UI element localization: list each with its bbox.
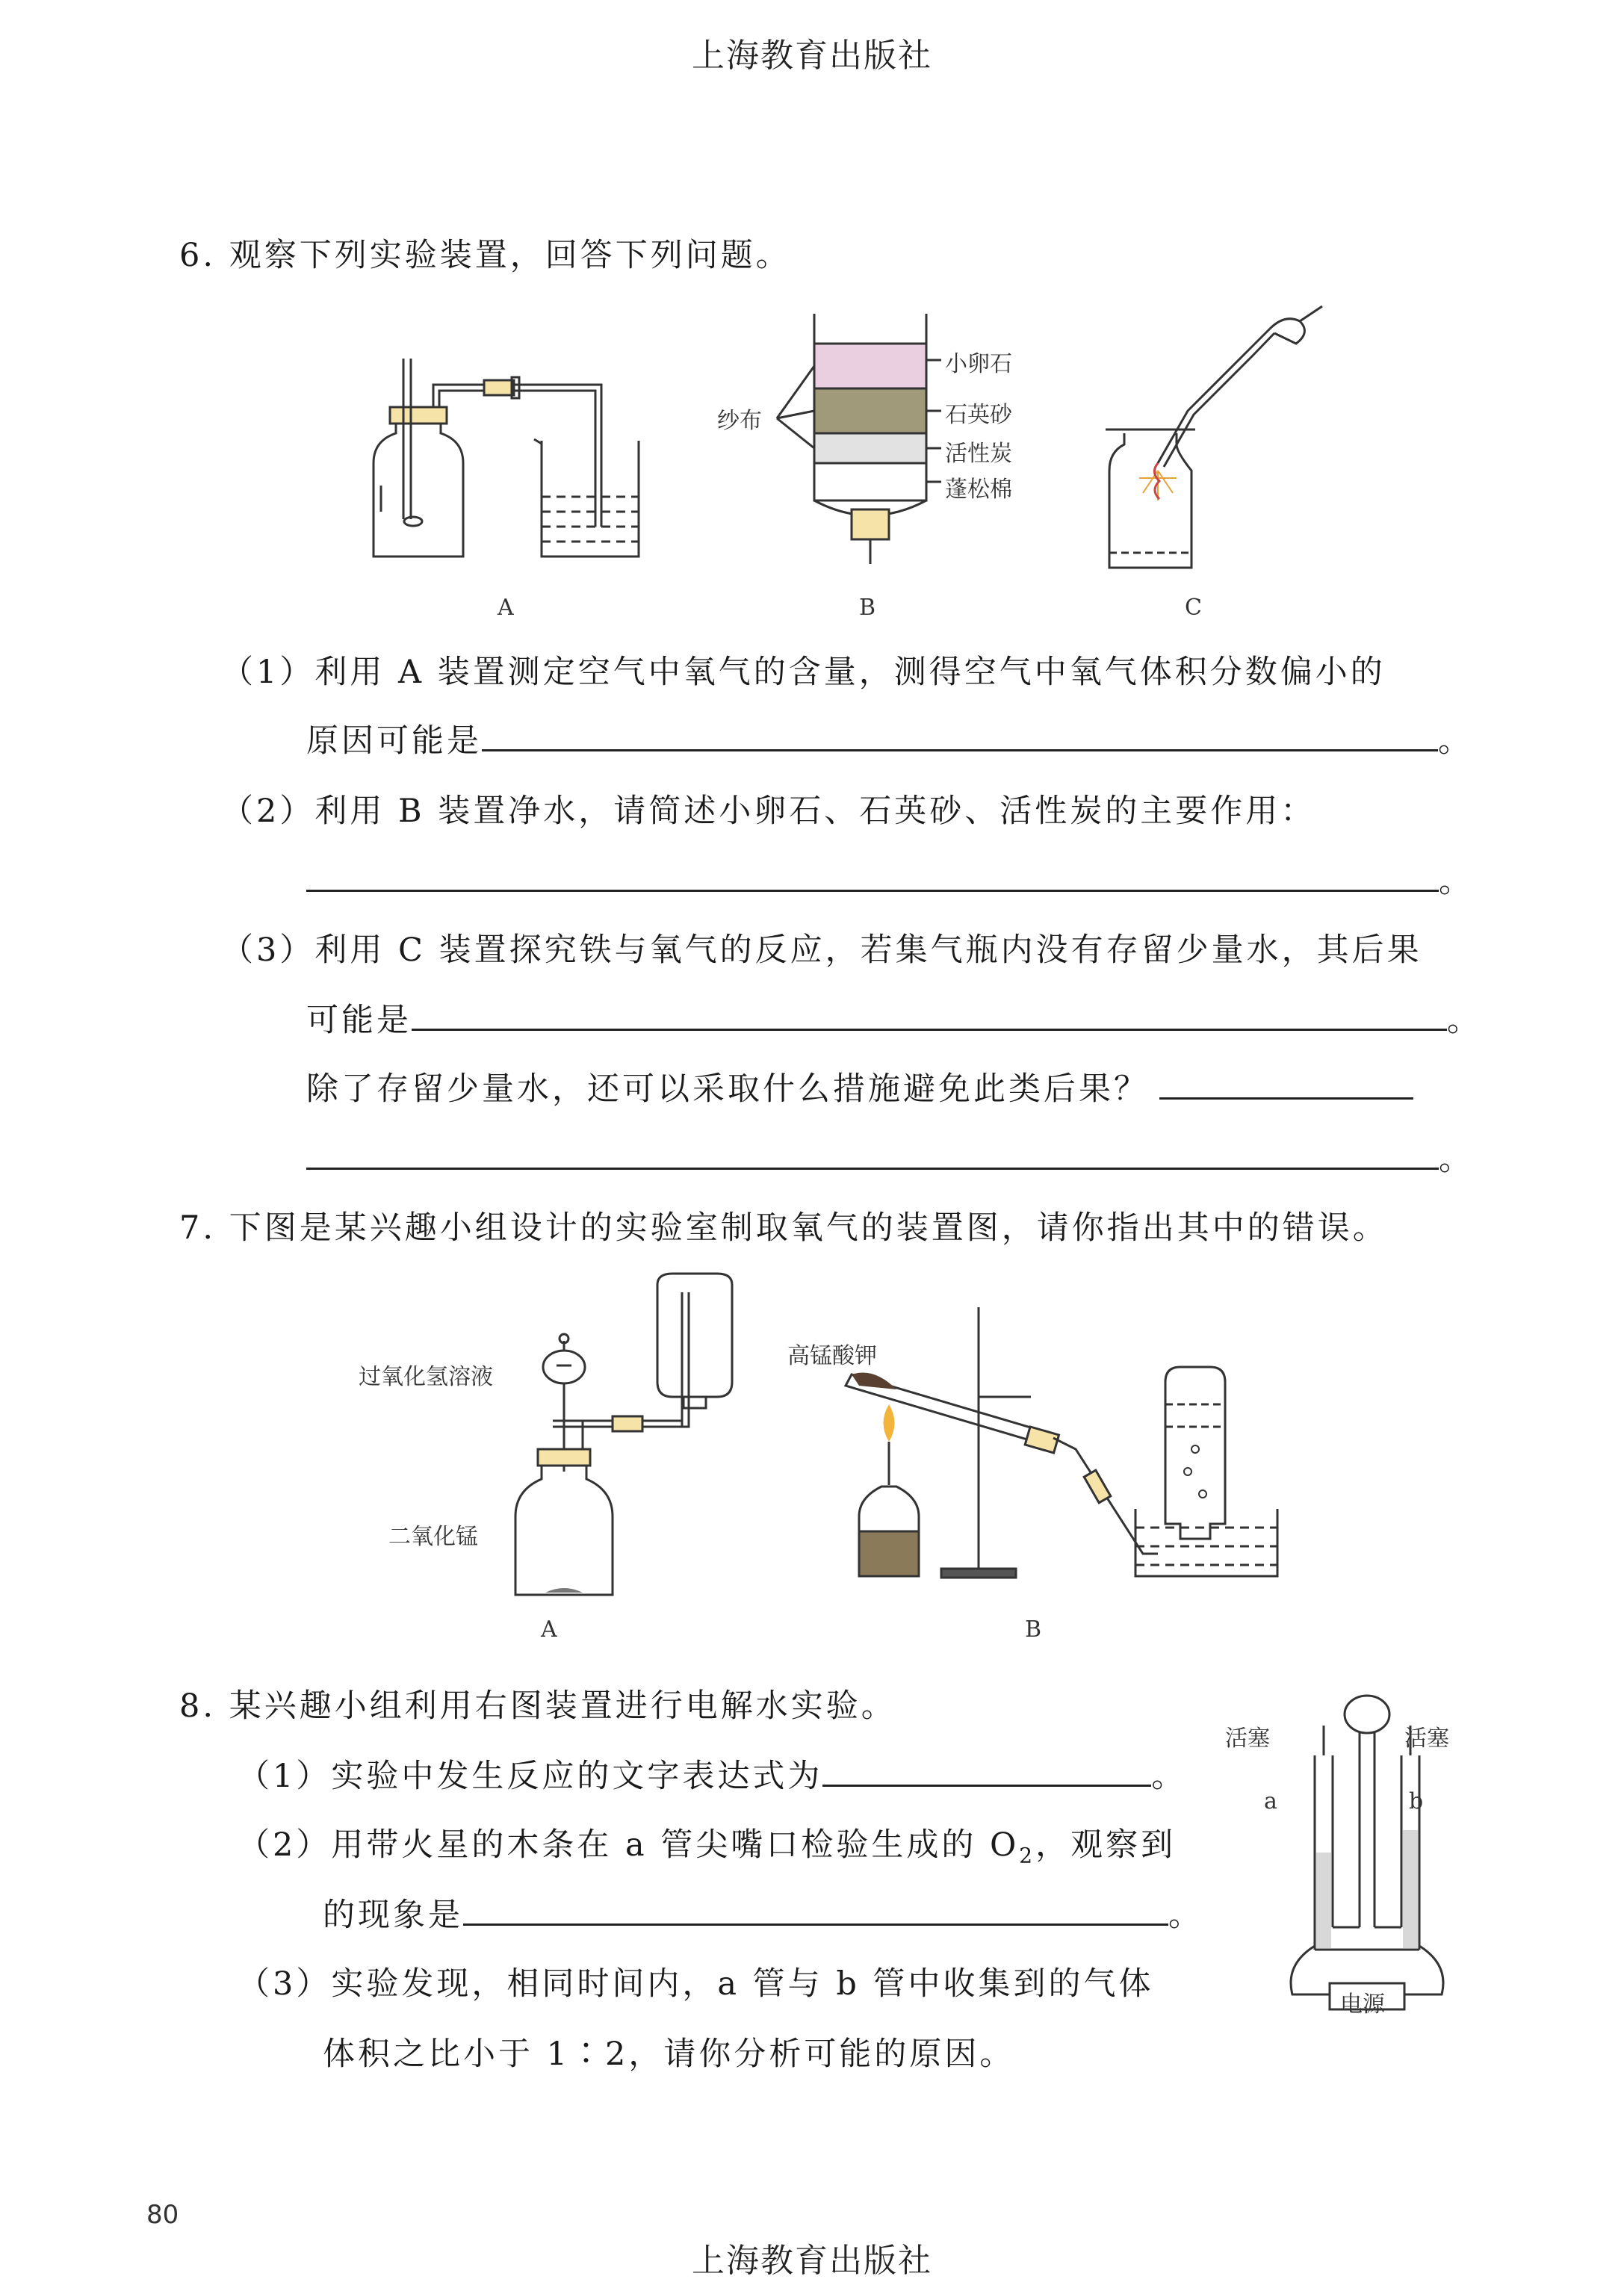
q6-sub1-end: 。 <box>1438 722 1473 760</box>
q7-label-mno2: 二氧化锰 <box>388 1524 478 1550</box>
q8-sub2-line2 <box>323 1890 1203 1935</box>
q8-stopcock-left: 活塞 <box>1225 1726 1270 1752</box>
q8-sub2-line1 <box>238 1820 1176 1868</box>
q7-fig-label-a: A <box>541 1616 557 1643</box>
q8-sub2-answer-blank[interactable] <box>463 1891 1168 1926</box>
q6-sub3-answer-blank[interactable] <box>412 996 1447 1031</box>
q6-sub3-line3 <box>306 1064 1413 1109</box>
q6-sub3-line2 <box>306 995 1482 1041</box>
q6-sub3-line4 <box>306 1134 1474 1179</box>
q8-sub1-end: 。 <box>1151 1758 1187 1795</box>
q8-sub1-prefix: （1）实验中发生反应的文字表达式为 <box>238 1758 823 1795</box>
q6-fig-label-a: A <box>498 595 514 621</box>
q6-sub3-line1: （3）利用 C 装置探究铁与氧气的反应，若集气瓶内没有存留少量水，其后果 <box>221 931 1422 969</box>
q7-figure-b <box>807 1292 1292 1591</box>
q6-sub2-line2 <box>306 856 1474 902</box>
q8-stopcock-right: 活塞 <box>1404 1726 1449 1752</box>
q6-layer-sand: 石英砂 <box>945 402 1012 428</box>
q6-figure-c <box>1098 299 1337 575</box>
q6-sub3-measure-blank-b[interactable] <box>306 1135 1439 1170</box>
q7-fig-label-b: B <box>1025 1616 1042 1643</box>
q6-sub1-prefix: 原因可能是 <box>306 722 482 760</box>
q6-sub2-line1: （2）利用 B 装置净水，请简述小卵石、石英砂、活性炭的主要作用： <box>221 793 1316 830</box>
q6-sub3-measure-question: 除了存留少量水，还可以采取什么措施避免此类后果？ <box>306 1070 1149 1108</box>
q8-sub2-prefix: 的现象是 <box>323 1897 463 1934</box>
q8-stem: 8. 某兴趣小组利用右图装置进行电解水实验。 <box>179 1687 896 1725</box>
q6-layer-cotton: 蓬松棉 <box>945 477 1012 503</box>
q6-sub3-measure-blank-a[interactable] <box>1159 1064 1413 1100</box>
q6-sub1-line2 <box>306 716 1473 761</box>
q8-sub1-line <box>238 1751 1186 1797</box>
q7-figure-a <box>508 1270 777 1599</box>
q6-sub2-answer-blank[interactable] <box>306 857 1439 892</box>
q8-sub3-line1: （3）实验发现，相同时间内，a 管与 b 管中收集到的气体 <box>238 1965 1154 2003</box>
q6-layer-pebble: 小卵石 <box>945 351 1012 377</box>
q6-fig-label-c: C <box>1185 595 1202 621</box>
q8-sub2-tail: ，观察到 <box>1035 1826 1177 1864</box>
q6-sub1-answer-blank[interactable] <box>482 716 1438 751</box>
q6-fig-label-b: B <box>859 595 876 621</box>
q8-sub2-subscript: 2 <box>1019 1843 1036 1868</box>
q6-sub3-end2: 。 <box>1439 1141 1474 1178</box>
q6-stem: 6. 观察下列实验装置，回答下列问题。 <box>179 237 791 274</box>
q6-sub1-line1: （1）利用 A 装置测定空气中氧气的含量，测得空气中氧气体积分数偏小的 <box>221 654 1386 691</box>
q6-figure-a <box>359 351 657 568</box>
header-publisher: 上海教育出版社 <box>692 37 932 75</box>
q8-sub3-line2: 体积之比小于 1∶2，请你分析可能的原因。 <box>323 2036 1015 2073</box>
q8-power-label: 电源 <box>1340 1991 1385 2018</box>
q6-sub3-end: 。 <box>1447 1002 1482 1039</box>
q6-sub3-prefix: 可能是 <box>306 1002 412 1039</box>
q6-sub2-end: 。 <box>1439 863 1474 900</box>
q6-gauze-label: 纱布 <box>717 408 762 434</box>
q8-tube-b-label: b <box>1409 1788 1424 1814</box>
q8-tube-a-label: a <box>1264 1788 1277 1814</box>
q7-label-h2o2: 过氧化氢溶液 <box>359 1364 493 1390</box>
footer-publisher: 上海教育出版社 <box>692 2242 932 2280</box>
q6-layer-carbon: 活性炭 <box>945 441 1012 467</box>
q8-sub1-answer-blank[interactable] <box>822 1752 1151 1787</box>
q8-sub2-text: （2）用带火星的木条在 a 管尖嘴口检验生成的 O <box>238 1826 1020 1864</box>
page-number: 80 <box>146 2200 179 2230</box>
q7-label-kmno4: 高锰酸钾 <box>787 1343 877 1369</box>
q7-stem: 7. 下图是某兴趣小组设计的实验室制取氧气的装置图，请你指出其中的错误。 <box>179 1209 1388 1247</box>
q8-sub2-end: 。 <box>1168 1897 1203 1934</box>
